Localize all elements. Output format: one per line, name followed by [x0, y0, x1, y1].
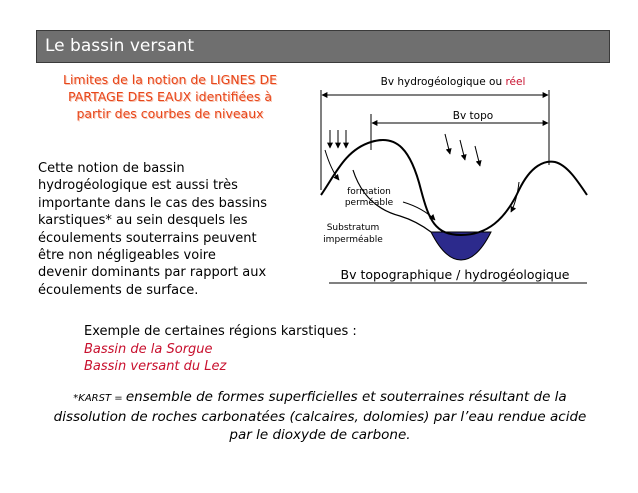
paragraph-line-3: importante dans le cas des bassins	[38, 195, 268, 211]
paragraph-line-5: écoulements souterrains peuvent	[38, 230, 257, 246]
examples-block	[84, 323, 357, 376]
water-pool	[431, 232, 491, 260]
paragraph-line-7: devenir dominants par rapport aux	[38, 265, 267, 281]
bv-hydro-label: Bv hydrogéologique ou réel	[380, 76, 526, 88]
rain-arrow-6	[475, 146, 480, 166]
example-item-sorgue: Bassin de la Sorgue	[84, 341, 213, 357]
substratum-label-line-1: Substratum	[326, 223, 380, 233]
paragraph-line-1: Cette notion de bassin	[38, 161, 185, 176]
watershed-diagram	[305, 70, 605, 290]
karst-line-3: par le dioxyde de carbone.	[229, 427, 411, 443]
explanation-paragraph	[38, 160, 298, 299]
paragraph-line-6: être non négligeables voire	[38, 248, 216, 264]
paragraph-line-4: karstiques* au sein desquels les	[38, 213, 248, 229]
example-item-lez: Bassin versant du Lez	[84, 359, 227, 374]
limits-line-1: Limites de la notion de LIGNES DE	[63, 72, 277, 87]
formation-label-line-2: perméable	[344, 198, 394, 208]
examples-intro: Exemple de certaines régions karstiques :	[84, 324, 357, 339]
paragraph-line-8: écoulements de surface.	[38, 282, 199, 298]
karst-star-label: *KARST =	[73, 393, 126, 404]
bv-topo-label: Bv topo	[452, 110, 494, 122]
rain-arrow-4	[445, 134, 450, 154]
karst-definition	[30, 388, 610, 444]
title-bar	[36, 30, 610, 63]
substratum-label-line-2: imperméable	[323, 235, 383, 245]
karst-line-1	[30, 388, 610, 408]
paragraph-line-2: hydrogéologique est aussi très	[38, 178, 238, 194]
limits-line-2: PARTAGE DES EAUX identifiées à	[68, 89, 272, 104]
karst-line-2: dissolution de roches carbonatées (calcaires, dolomies) par l’eau rendue acide	[53, 409, 587, 425]
limits-heading	[34, 71, 306, 122]
diagram-caption: Bv topographique / hydrogéologique	[340, 267, 570, 282]
karst-line-1-text: ensemble de formes superficielles et souterraines résultant de la	[125, 389, 567, 405]
formation-label-line-1: formation	[347, 187, 391, 197]
rain-arrow-5	[460, 140, 465, 160]
limits-line-3: partir des courbes de niveaux	[76, 106, 264, 121]
page-title: Le bassin versant	[45, 36, 195, 56]
flow-arrow-left	[325, 150, 339, 180]
